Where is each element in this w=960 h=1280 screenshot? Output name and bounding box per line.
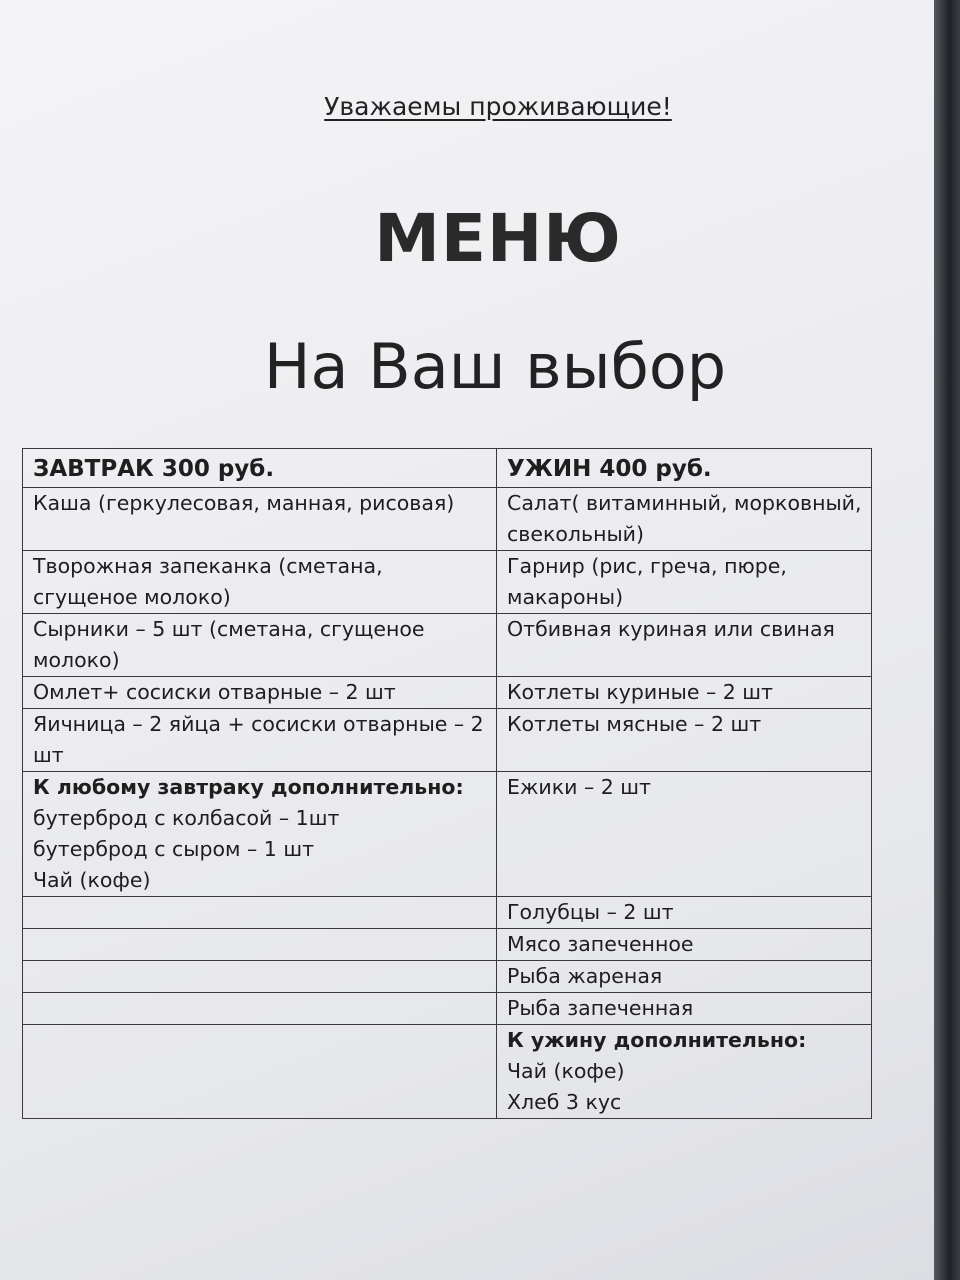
dinner-item: Котлеты куриные – 2 шт — [497, 677, 872, 709]
dinner-header: УЖИН 400 руб. — [497, 449, 872, 488]
table-row — [23, 1025, 872, 1119]
dinner-extras-cell — [497, 1025, 872, 1119]
table-row — [23, 929, 872, 961]
empty-cell — [23, 961, 497, 993]
breakfast-extra-item: бутерброд с колбасой – 1шт — [33, 806, 340, 830]
breakfast-item: Сырники – 5 шт (сметана, сгущеное молоко) — [23, 614, 497, 677]
menu-header-row — [23, 449, 872, 488]
table-row — [23, 772, 872, 897]
table-row — [23, 961, 872, 993]
breakfast-item: Яичница – 2 яйца + сосиски отварные – 2 шт — [23, 709, 497, 772]
breakfast-extras-cell — [23, 772, 497, 897]
dinner-extra-item: Чай (кофе) — [507, 1059, 625, 1083]
dinner-item: Котлеты мясные – 2 шт — [497, 709, 872, 772]
menu-table — [22, 448, 872, 1119]
dinner-item: Рыба жареная — [497, 961, 872, 993]
table-row — [23, 709, 872, 772]
dinner-item: Салат( витаминный, морковный, свекольный) — [497, 488, 872, 551]
dinner-extras-title: К ужину дополнительно: — [507, 1028, 807, 1052]
breakfast-extra-item: Чай (кофе) — [33, 868, 151, 892]
empty-cell — [23, 929, 497, 961]
table-row — [23, 897, 872, 929]
table-row — [23, 551, 872, 614]
empty-cell — [23, 1025, 497, 1119]
dinner-item: Ежики – 2 шт — [497, 772, 872, 897]
breakfast-extra-item: бутерброд с сыром – 1 шт — [33, 837, 315, 861]
table-row — [23, 677, 872, 709]
dinner-item: Рыба запеченная — [497, 993, 872, 1025]
dinner-item: Гарнир (рис, греча, пюре, макароны) — [497, 551, 872, 614]
table-row — [23, 488, 872, 551]
breakfast-item: Омлет+ сосиски отварные – 2 шт — [23, 677, 497, 709]
dinner-extra-item: Хлеб 3 кус — [507, 1090, 622, 1114]
page-title: МЕНЮ — [374, 200, 622, 277]
page-subtitle: На Ваш выбор — [263, 330, 727, 403]
breakfast-item: Творожная запеканка (сметана, сгущеное молоко) — [23, 551, 497, 614]
breakfast-extras-title: К любому завтраку дополнительно: — [33, 775, 464, 799]
dinner-item: Отбивная куриная или свиная — [497, 614, 872, 677]
greeting-heading: Уважаемы проживающие! — [324, 92, 672, 121]
table-row — [23, 993, 872, 1025]
table-row — [23, 614, 872, 677]
frame-edge — [934, 0, 960, 1280]
empty-cell — [23, 993, 497, 1025]
empty-cell — [23, 897, 497, 929]
breakfast-item: Каша (геркулесовая, манная, рисовая) — [23, 488, 497, 551]
dinner-item: Мясо запеченное — [497, 929, 872, 961]
dinner-item: Голубцы – 2 шт — [497, 897, 872, 929]
breakfast-header: ЗАВТРАК 300 руб. — [23, 449, 497, 488]
